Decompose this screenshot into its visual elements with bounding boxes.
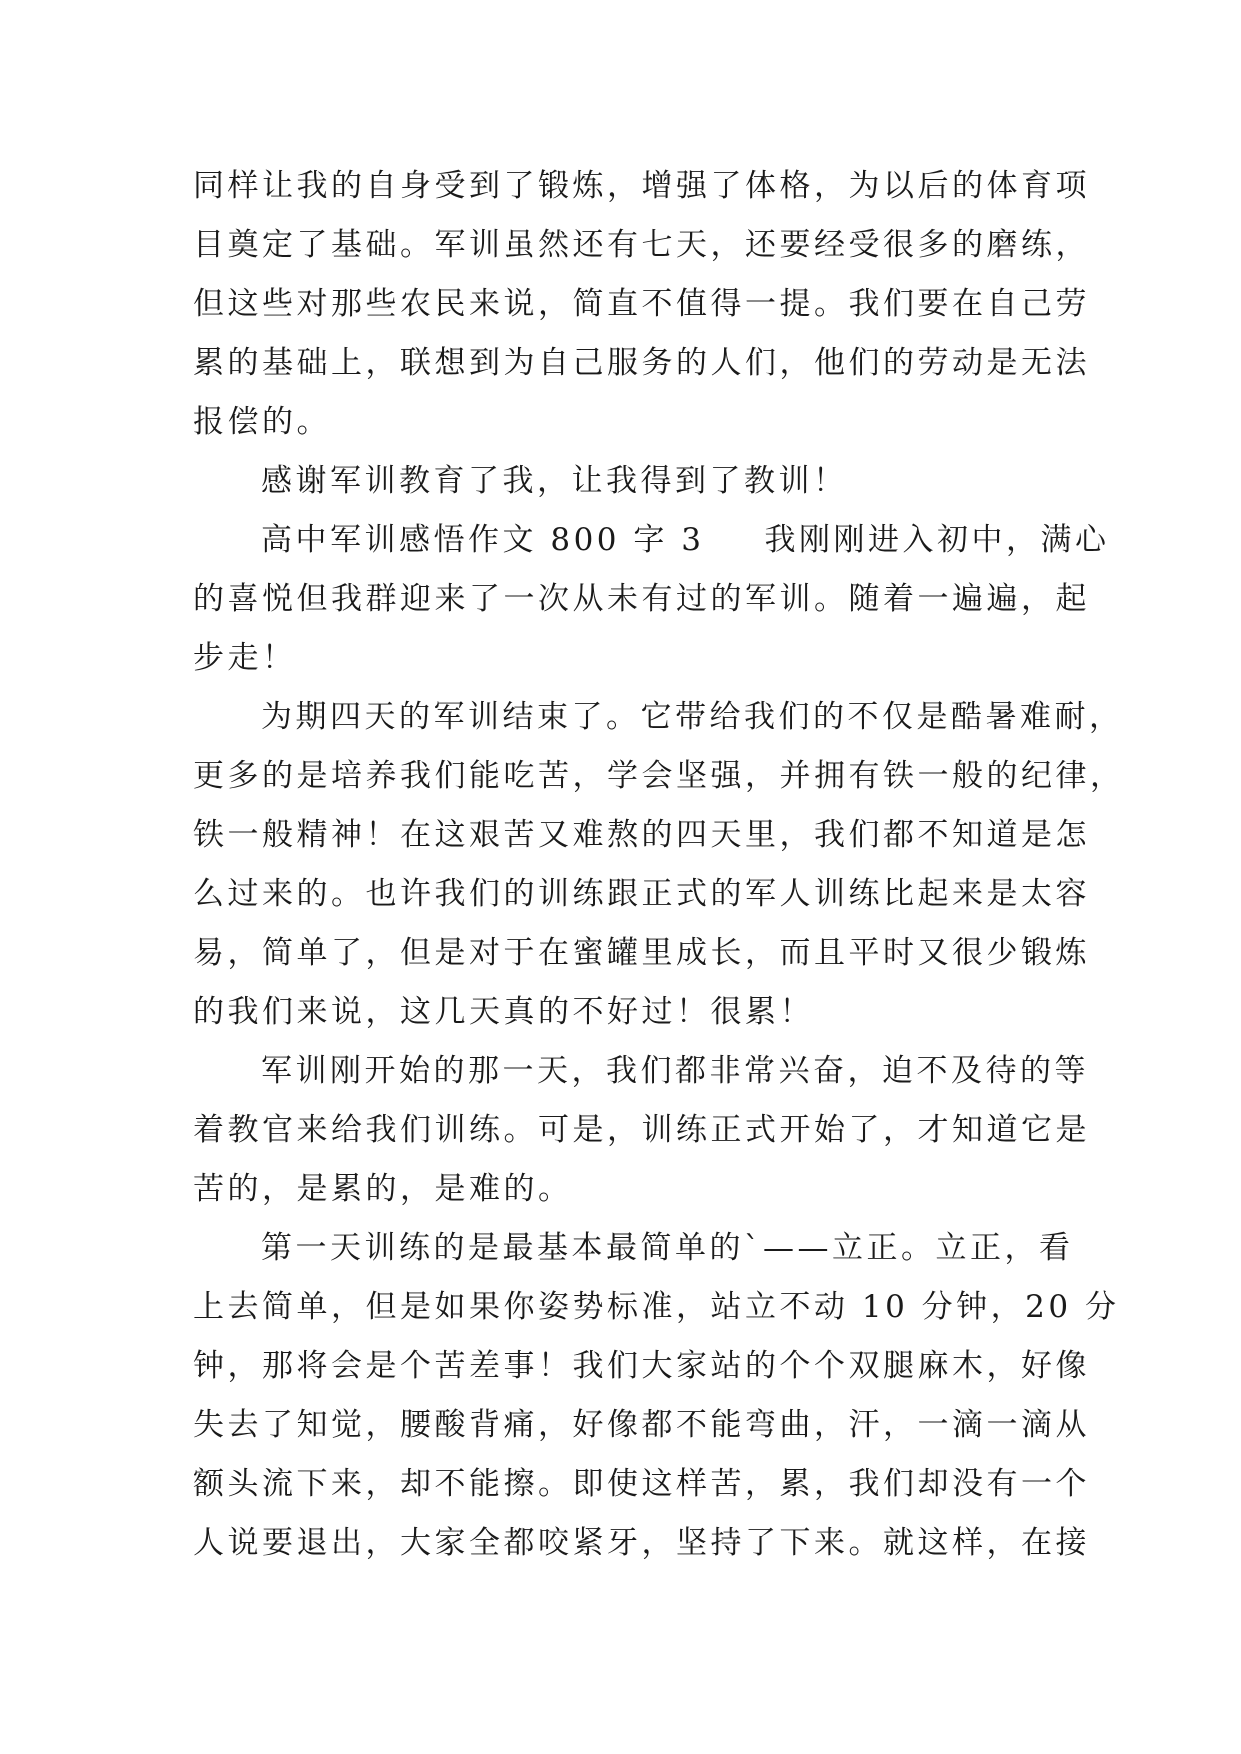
text-line: 的喜悦但我群迎来了一次从未有过的军训。随着一遍遍，起 — [193, 581, 1090, 617]
text-line: 报偿的。 — [193, 404, 331, 440]
text-line: 额头流下来，却不能擦。即使这样苦，累，我们却没有一个 — [193, 1466, 1090, 1502]
text-line: 军训刚开始的那一天，我们都非常兴奋，迫不及待的等 — [261, 1053, 1089, 1089]
text-line: 苦的，是累的，是难的。 — [193, 1171, 573, 1207]
text-line: 感谢军训教育了我，让我得到了教训！ — [261, 463, 848, 499]
text-line: 上去简单，但是如果你姿势标准，站立不动 10 分钟，20 分 — [193, 1289, 1120, 1325]
text-line: 同样让我的自身受到了锻炼，增强了体格，为以后的体育项 — [193, 168, 1090, 204]
section-heading-line — [193, 511, 1110, 570]
section-heading-tail: 我刚刚进入初中，满心 — [764, 522, 1110, 558]
text-line: 易，简单了，但是对于在蜜罐里成长，而且平时又很少锻炼 — [193, 935, 1090, 971]
text-line: 的我们来说，这几天真的不好过！很累！ — [193, 994, 814, 1030]
text-line: 但这些对那些农民来说，简直不值得一提。我们要在自己劳 — [193, 286, 1090, 322]
text-line: 铁一般精神！在这艰苦又难熬的四天里，我们都不知道是怎 — [193, 817, 1090, 853]
document-body — [193, 157, 1125, 1573]
text-line: 为期四天的军训结束了。它带给我们的不仅是酷暑难耐， — [261, 699, 1124, 735]
text-line: 着教官来给我们训练。可是，训练正式开始了，才知道它是 — [193, 1112, 1090, 1148]
text-line: 钟，那将会是个苦差事！我们大家站的个个双腿麻木，好像 — [193, 1348, 1090, 1384]
text-line: 失去了知觉，腰酸背痛，好像都不能弯曲，汗，一滴一滴从 — [193, 1407, 1090, 1443]
text-line: 步走！ — [193, 640, 297, 676]
text-line: 目奠定了基础。军训虽然还有七天，还要经受很多的磨练， — [193, 227, 1090, 263]
text-line: 人说要退出，大家全都咬紧牙，坚持了下来。就这样，在接 — [193, 1525, 1090, 1561]
section-heading: 高中军训感悟作文 800 字 3 — [261, 522, 705, 558]
text-line: 第一天训练的是最基本最简单的`——立正。立正，看 — [261, 1230, 1074, 1266]
text-line: 更多的是培养我们能吃苦，学会坚强，并拥有铁一般的纪律， — [193, 758, 1125, 794]
text-line: 么过来的。也许我们的训练跟正式的军人训练比起来是太容 — [193, 876, 1090, 912]
text-line: 累的基础上，联想到为自己服务的人们，他们的劳动是无法 — [193, 345, 1090, 381]
